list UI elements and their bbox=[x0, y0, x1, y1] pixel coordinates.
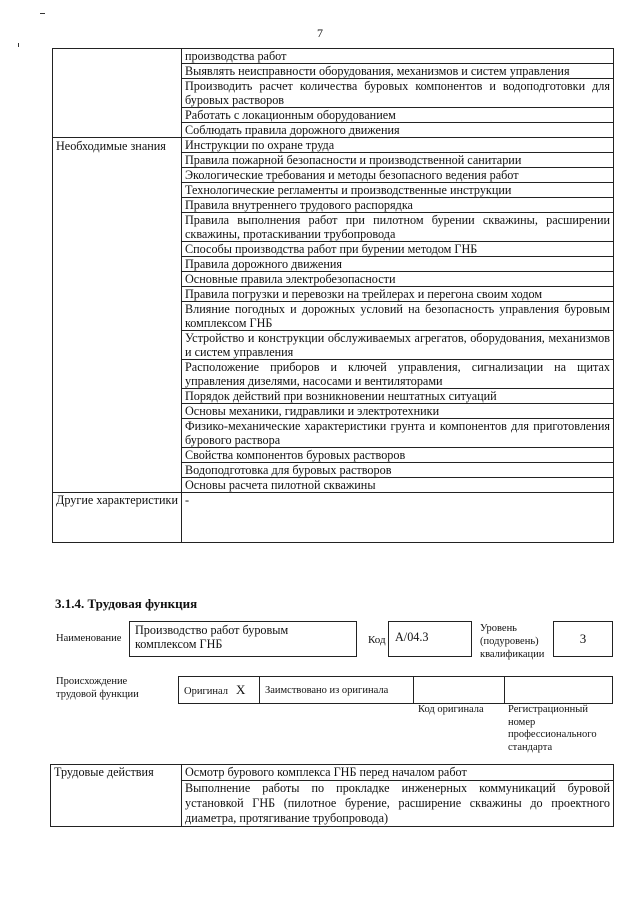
table-cell: Осмотр бурового комплекса ГНБ перед началом работ bbox=[182, 765, 614, 781]
empty-label-cell bbox=[53, 49, 182, 138]
code-value: А/04.3 bbox=[388, 621, 472, 657]
table-cell: Основы расчета пилотной скважины bbox=[182, 478, 614, 493]
table-cell: Работать с локационным оборудованием bbox=[182, 108, 614, 123]
table-cell: Основы механики, гидравлики и электротехники bbox=[182, 404, 614, 419]
table-cell: Производить расчет количества буровых компонентов и водоподготовки для буровых растворов bbox=[182, 79, 614, 108]
level-label-text: Уровень (подуровень) квалификации bbox=[480, 623, 545, 660]
table-cell: Правила пожарной безопасности и производственной санитарии bbox=[182, 153, 614, 168]
table-cell: Основные правила электробезопасности bbox=[182, 272, 614, 287]
table-cell: Порядок действий при возникновении нештатных ситуаций bbox=[182, 389, 614, 404]
scan-mark bbox=[40, 13, 45, 14]
code-original-label: Код оригинала bbox=[418, 704, 484, 715]
reg-number-label-text: Регистрационный номер профессионального стандарта bbox=[508, 704, 597, 753]
table-cell: Расположение приборов и ключей управления, сигнализации на щитах управления дизелями, насосами и вентиляторами bbox=[182, 360, 614, 389]
origin-label bbox=[56, 675, 156, 701]
skills-knowledge-table bbox=[52, 48, 614, 543]
code-original-cell bbox=[414, 677, 505, 704]
name-label: Наименование bbox=[56, 633, 122, 644]
table-cell: Правила погрузки и перевозки на трейлерах и перегона своим ходом bbox=[182, 287, 614, 302]
table-cell: производства работ bbox=[182, 49, 614, 64]
table-cell: Выявлять неисправности оборудования, механизмов и систем управления bbox=[182, 64, 614, 79]
table-cell: Свойства компонентов буровых растворов bbox=[182, 448, 614, 463]
table-cell: Соблюдать правила дорожного движения bbox=[182, 123, 614, 138]
section-heading: 3.1.4. Трудовая функция bbox=[55, 596, 198, 611]
level-label bbox=[480, 622, 550, 661]
knowledge-label bbox=[53, 138, 182, 493]
origin-borrowed-cell: Заимствовано из оригинала bbox=[260, 677, 414, 704]
reg-number-label bbox=[508, 704, 603, 754]
knowledge-label-text: Необходимые знания bbox=[56, 139, 166, 153]
table-cell: Способы производства работ при бурении методом ГНБ bbox=[182, 242, 614, 257]
table-row bbox=[53, 49, 614, 64]
table-cell: Устройство и конструкции обслуживаемых агрегатов, оборудования, механизмов и систем управления bbox=[182, 331, 614, 360]
table-cell: Физико-механические характеристики грунта и компонентов для приготовления бурового раствора bbox=[182, 419, 614, 448]
reg-number-cell bbox=[505, 677, 613, 704]
origin-original-label: Оригинал bbox=[184, 686, 228, 697]
table-cell: Выполнение работы по прокладке инженерных коммуникаций буровой установкой ГНБ (пилотное бурение, расширение скважины до проектного диаметра, протягивание трубопровода) bbox=[182, 781, 614, 827]
origin-label-text: Происхождение трудовой функции bbox=[56, 676, 139, 700]
other-characteristics-value: - bbox=[182, 493, 614, 543]
table-cell: Влияние погодных и дорожных условий на безопасность управления буровым комплексом ГНБ bbox=[182, 302, 614, 331]
table-row bbox=[51, 765, 614, 781]
table-cell: Инструкции по охране труда bbox=[182, 138, 614, 153]
page-number: 7 bbox=[317, 26, 323, 40]
table-row bbox=[53, 138, 614, 153]
table-cell: Правила выполнения работ при пилотном бурении скважины, расширении скважины, протаскивании трубопровода bbox=[182, 213, 614, 242]
table-cell: Водоподготовка для буровых растворов bbox=[182, 463, 614, 478]
scan-mark bbox=[18, 43, 19, 47]
table-row bbox=[53, 493, 614, 543]
table-cell: Правила внутреннего трудового распорядка bbox=[182, 198, 614, 213]
labor-actions-table bbox=[50, 764, 614, 827]
table-cell: Экологические требования и методы безопасного ведения работ bbox=[182, 168, 614, 183]
other-characteristics-label: Другие характеристики bbox=[53, 493, 182, 543]
table-cell: Технологические регламенты и производственные инструкции bbox=[182, 183, 614, 198]
labor-actions-label: Трудовые действия bbox=[51, 765, 182, 827]
name-value: Производство работ буровым комплексом ГНБ bbox=[129, 621, 357, 657]
origin-original-cell bbox=[179, 677, 260, 704]
origin-table bbox=[178, 676, 613, 704]
table-cell: Правила дорожного движения bbox=[182, 257, 614, 272]
code-label: Код bbox=[368, 634, 386, 646]
table-row bbox=[179, 677, 613, 704]
level-value: 3 bbox=[553, 621, 613, 657]
origin-mark: X bbox=[236, 682, 246, 697]
